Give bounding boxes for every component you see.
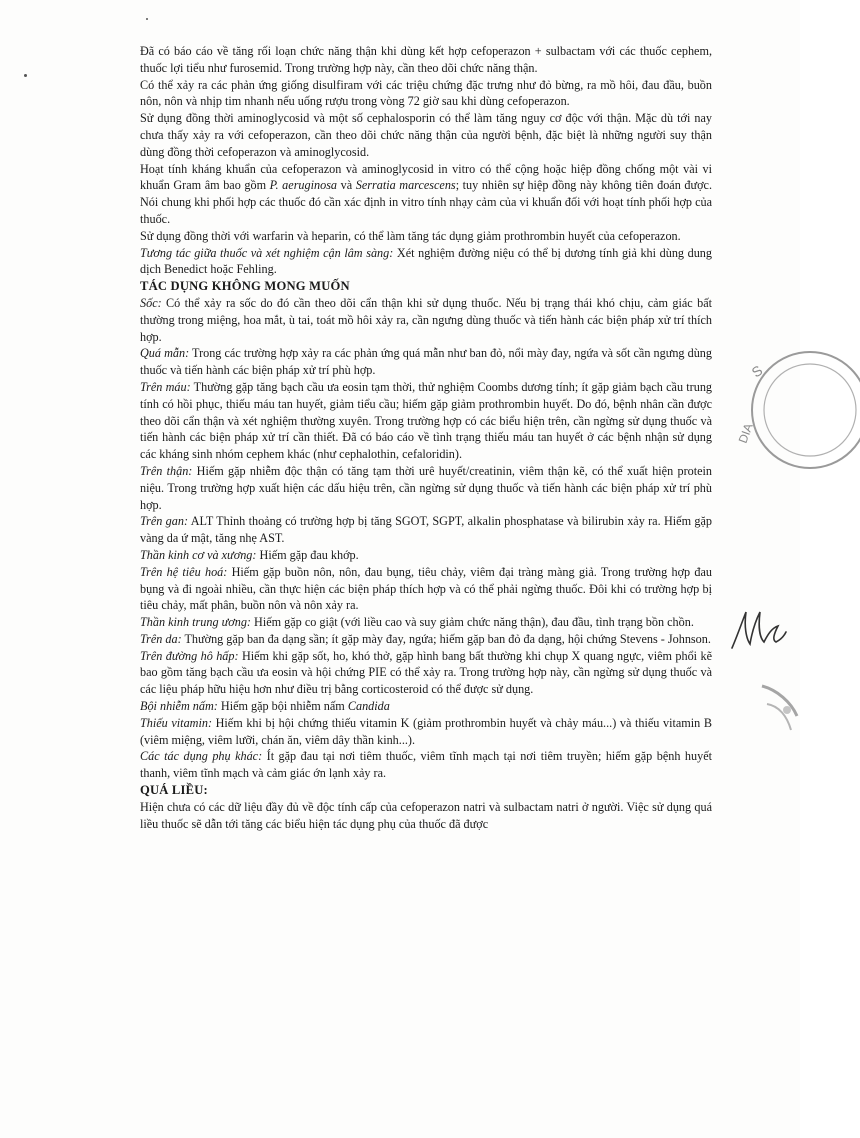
scan-dot <box>24 74 27 77</box>
paragraph-other-effects: Các tác dụng phụ khác: Ít gặp đau tại nơi tiêm thuốc, viêm tĩnh mạch tại nơi tiêm truyền; hiếm gặp bệnh huyết thanh, viêm tĩnh mạch và cảm giác ớn lạnh xảy ra. <box>140 749 712 781</box>
paragraph-disulfiram-reaction: Có thể xảy ra các phản ứng giống disulfiram với các triệu chứng đặc trưng như đỏ bừng, ra mồ hôi, đau đầu, buồn nôn, nôn và nhịp tim nhanh nếu uống rượu trong vòng 72 giờ sau khi dùng cefoperazon. <box>140 77 712 109</box>
paragraph-digestive: Trên hệ tiêu hoá: Hiếm gặp buồn nôn, nôn, đau bụng, tiêu chảy, viêm đại tràng màng giả. Trong trường hợp đau bụng và đi ngoài nhiều, cần thực hiện các biện pháp thích hợp và có thể phải ngừng thuốc. Đôi khi có trường hợp bị tiêu chảy, mất phân, buồn nôn và nôn xảy ra. <box>140 564 712 613</box>
paragraph-antibacterial-synergy: Hoạt tính kháng khuẩn của cefoperazon và aminoglycosid in vitro có thể cộng hoặc hiệp đồng chống một vài vi khuẩn Gram âm bao gồm P. aeruginosa và Serratia marcescens; tuy nhiên sự hiệp đồng này không tiên đoán được. Nói chung khi phối hợp các thuốc đó cần xác định in vitro tính nhạy cảm của vi khuẩn đối với hoạt tính phối hợp của thuốc. <box>140 161 713 226</box>
stamp-text-top: S <box>748 361 766 381</box>
section-heading-overdose: QUÁ LIỀU: <box>140 783 208 798</box>
section-heading-adverse-effects: TÁC DỤNG KHÔNG MONG MUỐN <box>140 279 350 294</box>
paragraph-kidney: Trên thận: Hiếm gặp nhiễm độc thận có tăng tạm thời urê huyết/creatinin, viêm thận kẽ, có thể xuất hiện protein niệu. Trong trường hợp xuất hiện các dấu hiệu trên, cần ngừng sử dụng thuốc và tiến hành các biện pháp xử trí phù hợp. <box>140 463 712 512</box>
paragraph-neuromuscular: Thần kinh cơ và xương: Hiếm gặp đau khớp. <box>140 547 359 562</box>
paragraph-skin: Trên da: Thường gặp ban đa dạng sần; ít gặp mày đay, ngứa; hiếm gặp ban đỏ đa dạng, hội chứng Stevens - Johnson. <box>140 631 711 646</box>
paragraph-respiratory: Trên đường hô hấp: Hiếm khi gặp sốt, ho, khó thở, gặp hình bang bất thường khi chụp X quang ngực, viêm phổi kẽ bao gồm tăng bạch cầu ưa eosin và hội chứng PIE có thể xảy ra. Trong trường hợp này, cần ngừng sử dụng thuốc và các liệu pháp hữu hiệu hơn như điều trị bằng corticosteroid có thể được sử dụng. <box>140 648 712 697</box>
handwritten-signature <box>728 604 788 654</box>
paragraph-overdose: Hiện chưa có các dữ liệu đầy đủ về độc tính cấp của cefoperazon natri và sulbactam natri ở người. Việc sử dụng quá liều thuốc sẽ dẫn tới tăng các biểu hiện tác dụng phụ của thuốc đã được <box>140 799 712 831</box>
paragraph-fungal: Bội nhiễm nấm: Hiếm gặp bội nhiễm nấm Candida <box>140 699 390 714</box>
scan-dot <box>146 18 148 20</box>
paragraph-cns: Thần kinh trung ương: Hiếm gặp co giật (với liều cao và suy giảm chức năng thận), đau đầu, tình trạng bồn chồn. <box>140 615 694 630</box>
document-body <box>140 43 712 832</box>
paragraph-warfarin: Sử dụng đồng thời với warfarin và heparin, có thể làm tăng tác dụng giảm prothrombin huyết của cefoperazon. <box>140 228 681 243</box>
paragraph-vitamin: Thiếu vitamin: Hiếm khi bị hội chứng thiếu vitamin K (giảm prothrombin huyết và chảy máu...) và thiếu vitamin B (viêm miệng, viêm lưỡi, chán ăn, viêm dây thần kinh...). <box>140 715 712 747</box>
stamp-text-side: DIA <box>735 421 756 446</box>
stamp-edge-mark <box>757 676 800 746</box>
paragraph-renal-interaction: Đã có báo cáo về tăng rối loạn chức năng thận khi dùng kết hợp cefoperazon + sulbactam với các thuốc cephem, thuốc lợi tiểu như furosemid. Trong trường hợp này, cần theo dõi chức năng thận. <box>140 44 712 75</box>
paragraph-shock: Sốc: Có thể xảy ra sốc do đó cần theo dõi cẩn thận khi sử dụng thuốc. Nếu bị trạng thái khó chịu, cảm giác bất thường trong miệng, hoa mắt, ù tai, toát mồ hôi xảy ra, cần ngưng dùng thuốc và tiến hành các biện pháp xử trí thích hợp. <box>140 295 712 344</box>
paragraph-aminoglycosid: Sử dụng đồng thời aminoglycosid và một số cephalosporin có thể làm tăng nguy cơ độc với thận. Mặc dù tới nay chưa thấy xảy ra với cefoperazon, cần theo dõi chức năng thận của người bệnh, đặc biệt là những người suy thận dùng đồng thời cefoperazon và aminoglycosid. <box>140 111 712 159</box>
paragraph-lab-interaction: Tương tác giữa thuốc và xét nghiệm cận lâm sàng: Xét nghiệm đường niệu có thể bị dương tính giả khi dùng dung dịch Benedict hoặc Fehling. <box>140 245 712 277</box>
paragraph-liver: Trên gan: ALT Thỉnh thoảng có trường hợp bị tăng SGOT, SGPT, alkalin phosphatase và bilirubin xảy ra. Hiếm gặp vàng da ứ mật, tăng nhẹ AST. <box>140 514 712 546</box>
stamp-seal-icon <box>735 340 860 480</box>
paragraph-hypersensitivity: Quá mẫn: Trong các trường hợp xảy ra các phản ứng quá mẫn như ban đỏ, nổi mày đay, ngứa và sốt cần ngưng dùng thuốc và tiến hành các biện pháp xử trí phù hợp. <box>140 346 712 378</box>
paragraph-blood: Trên máu: Thường gặp tăng bạch cầu ưa eosin tạm thời, thử nghiệm Coombs dương tính; ít gặp giảm bạch cầu trung tính có hồi phục, thiếu máu tan huyết, giảm tiểu cầu; hiếm gặp giảm prothrombin huyết. Do đó, bệnh nhân cần được theo dõi cẩn thận và xét nghiệm thường xuyên. Trong trường hợp có các biểu hiện trên, cần ngừng sử dụng thuốc và tiến hành các biện pháp xử trí cần thiết. Đã có báo cáo về tình trạng thiếu máu tan huyết ở các bệnh nhận sử dụng các kháng sinh nhóm cephem khác (như cephalothin, cefaloridin). <box>140 379 713 462</box>
